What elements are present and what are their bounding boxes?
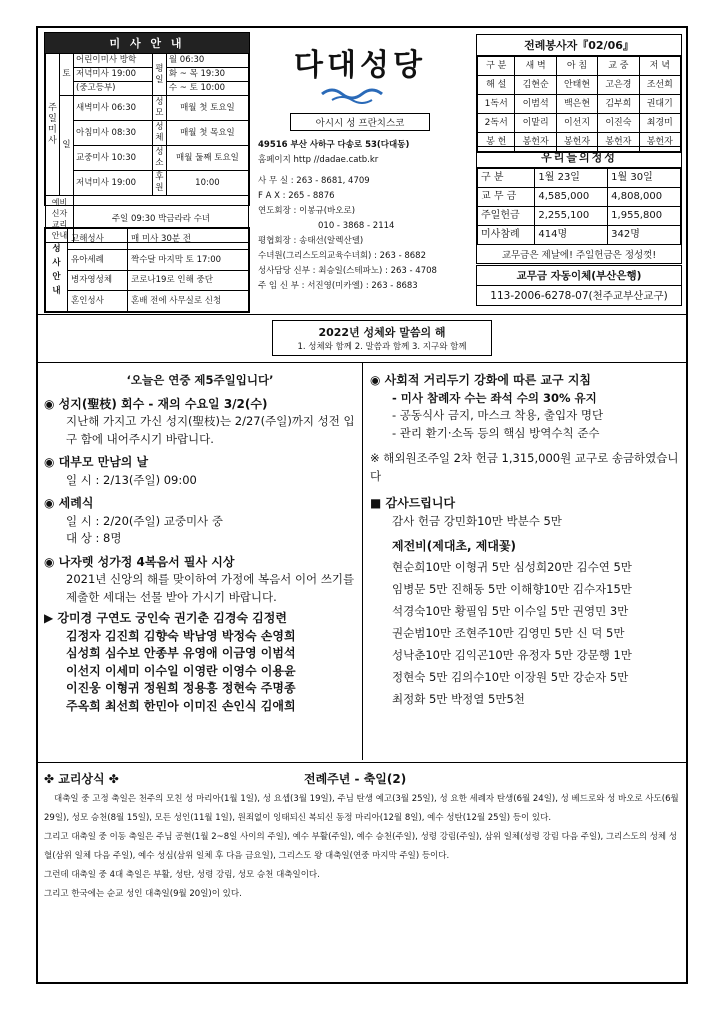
gospel-heading: ◉ 나자렛 성가정 4복음서 필사 시상: [44, 554, 235, 569]
president1: 연도회장 : 이봉규(바오로): [258, 206, 356, 216]
mass-title: 미 사 안 내: [45, 33, 249, 53]
table-cell: 아 침: [556, 57, 597, 76]
baptism-count: 대 상 : 8명: [66, 531, 122, 545]
bank-account: 113-2006-6278-07(천주교부산교구): [490, 290, 668, 302]
n2a: 성체: [152, 121, 166, 146]
palm-body: 지난해 가지고 가신 성지(聖枝)는 2/27(주일)까지 성전 입구 함에 내어주시기 바랍니다.: [66, 414, 355, 446]
sacr-r2b: 짝수달 마지막 토 17:00: [128, 249, 249, 270]
bank-box: [476, 265, 682, 306]
table-cell: 4,585,000: [535, 188, 608, 207]
vicar: 성사담당 신부 : 최승일(스테파노) : 263 - 4708: [258, 266, 437, 276]
offering-title: 우리들의정성: [477, 147, 681, 168]
mass-wk3: 수 ~ 토: [168, 83, 198, 93]
church-logo: [262, 40, 458, 131]
distancing-1: - 미사 참례자 수는 좌석 수의 30% 유지: [392, 390, 597, 405]
thanks-heading: ■ 감사드립니다: [370, 496, 456, 510]
table-row: [478, 226, 681, 245]
table-cell: 이맡리: [515, 114, 556, 133]
offering-note: 교무금은 제날에! 주일헌금은 정성껏!: [501, 250, 657, 261]
church-name: 다대성당: [294, 48, 426, 83]
table-cell: 1월 23일: [535, 169, 608, 188]
table-cell: 342명: [608, 226, 681, 245]
donor-line: 임병문 5만 진해동 5만 이해향10만 김수자15만: [392, 581, 632, 596]
palm-heading: ◉ 성지(聖枝) 회수 - 재의 수요일 3/2(수): [44, 396, 268, 411]
table-cell: 교 무 금: [478, 188, 535, 207]
table-cell: 권대기: [639, 95, 680, 114]
table-row: [478, 169, 681, 188]
table-cell: 봉헌자: [598, 133, 639, 152]
patron-saint: 아시시 성 프란치스코: [290, 113, 430, 131]
table-cell: 구 분: [478, 169, 535, 188]
thanks-offering: 감사 헌금 강민화10만 박분수 5만: [392, 513, 562, 528]
mass-s4: 저녁미사 19:00: [74, 171, 153, 196]
sunday-title: ‘오늘은 연중 제5주일입니다’: [126, 373, 274, 387]
name-line: 심성희 심수보 안종부 유영애 이금영 이범석: [66, 646, 296, 660]
banner-title: 2022년 성체와 말씀의 해: [318, 326, 446, 339]
sacr-r1b: 매 미사 30분 전: [128, 229, 249, 250]
sacrament-label: 성사안내: [46, 229, 68, 312]
name-line: ▶ 강미경 구연도 궁인숙 권기춘 김경숙 김정련: [44, 611, 287, 625]
n3c: 매월 둘째 토요일: [166, 146, 248, 171]
pastor: 주 임 신 부 : 서진영(미카엘) : 263 - 8683: [258, 281, 418, 291]
n3d: 10:00: [166, 171, 248, 196]
sacr-r1a: 고해성사: [68, 229, 128, 250]
table-row: [478, 95, 681, 114]
table-cell: 이진숙: [598, 114, 639, 133]
banner-sub: 1. 성체와 함께 2. 말씀과 함께 3. 지구와 함께: [297, 342, 467, 352]
convent: 수녀원(그리스도의교육수녀회) : 263 - 8682: [258, 251, 426, 261]
altar-donors: [370, 556, 684, 710]
catechism-section: [44, 770, 682, 904]
table-cell: 미사참례: [478, 226, 535, 245]
left-column: [44, 372, 356, 715]
altar-heading: 제전비(제대초, 제대꽃): [392, 539, 517, 553]
table-cell: 구 분: [478, 57, 515, 76]
table-cell: 안태현: [556, 76, 597, 95]
sacr-r3a: 병자영성체: [68, 270, 128, 291]
fax: F A X : 265 - 8876: [258, 191, 335, 201]
table-cell: 최경미: [639, 114, 680, 133]
table-cell: 저 녁: [639, 57, 680, 76]
servers-table: [477, 56, 681, 152]
award-names: [44, 610, 356, 715]
office-tel: 사 무 실 : 263 - 8681, 4709: [258, 176, 370, 186]
distancing-2: - 공동식사 금지, 마스크 착용, 출입자 명단: [392, 408, 604, 422]
baptism-heading: ◉ 세례식: [44, 496, 94, 510]
n1a: 성모: [155, 97, 164, 118]
mass-sat1: 어린이미사 방학: [74, 54, 153, 68]
liturgy-servers: [476, 34, 682, 153]
offering-table: [477, 168, 681, 245]
donor-line: 정현숙 5만 김의수10만 이장원 5만 강순자 5만: [392, 669, 629, 684]
mass-wk1t: 06:30: [179, 55, 205, 65]
mass-sat-label: 토: [60, 54, 74, 96]
mass-weekday-label: 평일: [152, 54, 166, 96]
feast-heading: 전례주년 - 축일(2): [304, 772, 407, 786]
baptism-date: 일 시 : 2/20(주일) 교중미사 중: [66, 513, 223, 528]
mass-sunday-label: 주일미사: [46, 54, 60, 196]
table-cell: 교 중: [598, 57, 639, 76]
table-row: [478, 188, 681, 207]
mass-wk3t: 10:00: [200, 83, 226, 93]
table-cell: 1,955,800: [608, 207, 681, 226]
donor-line: 권순범10만 조현주10만 김영민 5만 신 덕 5만: [392, 625, 625, 640]
bank-title: 교무금 자동이체(부산은행): [477, 266, 681, 286]
table-cell: 주일헌금: [478, 207, 535, 226]
table-cell: 봉헌자: [639, 133, 680, 152]
para-2: 그리고 대축일 중 이동 축일은 주님 공현(1월 2~8일 사이의 주일), 예수 부활(주일), 예수 승천(주일), 성령 강림(주일), 삼위 일체(성령 강림 다음 주일), 그리스도의 성체 성혈(삼위 일체 다음 주일), 예수 성심(삼위 일체 후 다음 금요일), 그리스도 왕 대축일(연중 마지막 주일) 등이다.: [44, 832, 678, 861]
table-cell: 봉헌자: [556, 133, 597, 152]
sacr-r2a: 유아세례: [68, 249, 128, 270]
table-cell: 백은현: [556, 95, 597, 114]
donor-line: 석경숙10만 황필임 5만 이수일 5만 권영민 3만: [392, 603, 629, 618]
catechism-text: 주일 09:30 박금라라 수녀: [74, 196, 249, 243]
godparent-body: 일 시 : 2/13(주일) 09:00: [66, 472, 197, 487]
table-cell: 김부희: [598, 95, 639, 114]
donor-line: 최정화 5만 박정열 5만5천: [392, 691, 525, 706]
president3: 평협회장 : 송태선(알렉산델): [258, 236, 364, 246]
table-row: [478, 114, 681, 133]
table-cell: 4,808,000: [608, 188, 681, 207]
table-cell: 고은경: [598, 76, 639, 95]
mass-sat3: (중고등부): [74, 82, 153, 96]
n2c: 매월 첫 목요일: [166, 121, 248, 146]
overseas-aid: ※ 해외원조주일 2차 헌금 1,315,000원 교구로 송금하였습니다: [370, 451, 679, 483]
table-cell: 새 벽: [515, 57, 556, 76]
table-cell: 1월 30일: [608, 169, 681, 188]
gospel-body: 2021년 신앙의 해를 맞이하여 가정에 복음서 이어 쓰기를 제출한 세대는 선물 받아 가시기 바랍니다.: [66, 572, 355, 604]
table-cell: 봉 헌: [478, 133, 515, 152]
catechism-label: 예비신자교리안내: [46, 196, 74, 243]
mass-sunday-sub: 일: [60, 96, 74, 196]
donor-line: 현순희10만 이형귀 5만 심성희20만 김수연 5만: [392, 559, 632, 574]
table-cell: 조선희: [639, 76, 680, 95]
mass-wk2: 화 ~ 목: [168, 69, 198, 79]
sacr-r3b: 코로나19로 인해 중단: [128, 270, 249, 291]
para-4: 그리고 한국에는 순교 성인 대축일(9월 20일)이 있다.: [44, 889, 242, 899]
table-cell: 1독서: [478, 95, 515, 114]
table-row: [478, 207, 681, 226]
servers-title: 전례봉사자『02/06』: [477, 35, 681, 56]
mass-sat2: 저녁미사 19:00: [74, 68, 153, 82]
sacrament-info: [44, 227, 250, 313]
right-column: [370, 372, 684, 710]
mass-s1: 새벽미사 06:30: [74, 96, 153, 121]
table-cell: 414명: [535, 226, 608, 245]
table-cell: 봉헌자: [515, 133, 556, 152]
wave-icon: [262, 84, 458, 104]
mass-s2: 아침미사 08:30: [74, 121, 153, 146]
para-1: 대축일 중 고정 축일은 천주의 모친 성 마리아(1월 1일), 성 요셉(3월 19일), 주님 탄생 예고(3월 25일), 성 요한 세례자 탄생(6월 24일), 성 베드로와 성 바오로 사도(6월 29일), 성모 승천(8월 15일), 모든 성인(11월 1일), 원죄없이 잉태되신 복되신 동정 마리아(12월 8일), 예수 성탄(12월 25일) 등이 있다.: [44, 794, 679, 823]
name-line: 주옥희 최선희 한민아 이미진 손인식 김애희: [66, 698, 296, 713]
sacr-r4a: 혼인성사: [68, 291, 128, 312]
table-row: [478, 57, 681, 76]
president2: 010 - 3868 - 2114: [318, 221, 395, 231]
catechism-heading: ✤ 교리상식 ✤: [44, 772, 119, 786]
distancing-heading: ◉ 사회적 거리두기 강화에 따른 교구 지침: [370, 373, 592, 387]
donor-line: 성낙춘10만 김익곤10만 유정자 5만 강문행 1만: [392, 647, 632, 662]
sacr-r4b: 혼배 전에 사무실로 신청: [128, 291, 249, 312]
n3a: 성소: [152, 146, 166, 171]
mass-wk1: 월: [168, 55, 178, 65]
table-row: [478, 76, 681, 95]
n1c: 매월 첫 토요일: [166, 96, 248, 121]
godparent-heading: ◉ 대부모 만남의 날: [44, 455, 149, 469]
table-cell: 2,255,100: [535, 207, 608, 226]
homepage[interactable]: 홈페이지 http //dadae.catb.kr: [258, 155, 379, 165]
distancing-3: - 관리 환기·소독 등의 핵심 방역수칙 준수: [392, 425, 600, 440]
table-cell: 2독서: [478, 114, 515, 133]
name-line: 김정자 김진희 김향숙 박남영 박정숙 손영희: [66, 628, 296, 643]
table-cell: 이선지: [556, 114, 597, 133]
para-3: 그런데 대축일 중 4대 축일은 부활, 성탄, 성령 강림, 성모 승천 대축일이다.: [44, 870, 320, 880]
table-cell: 이범석: [515, 95, 556, 114]
name-line: 이선지 이세미 이수일 이영란 이영수 이용윤: [66, 663, 296, 678]
n3b: 후원: [152, 171, 166, 196]
name-line: 이진웅 이형귀 정원희 정용흥 정현숙 주명종: [66, 681, 296, 695]
address: 49516 부산 사하구 다송로 53(다대동): [258, 140, 410, 150]
mass-wk2t: 19:30: [200, 69, 226, 79]
offering-box: [476, 146, 682, 264]
church-info: [258, 138, 470, 294]
mass-s3: 교중미사 10:30: [74, 146, 153, 171]
table-cell: 김현순: [515, 76, 556, 95]
table-cell: 해 설: [478, 76, 515, 95]
year-banner: [272, 320, 492, 356]
